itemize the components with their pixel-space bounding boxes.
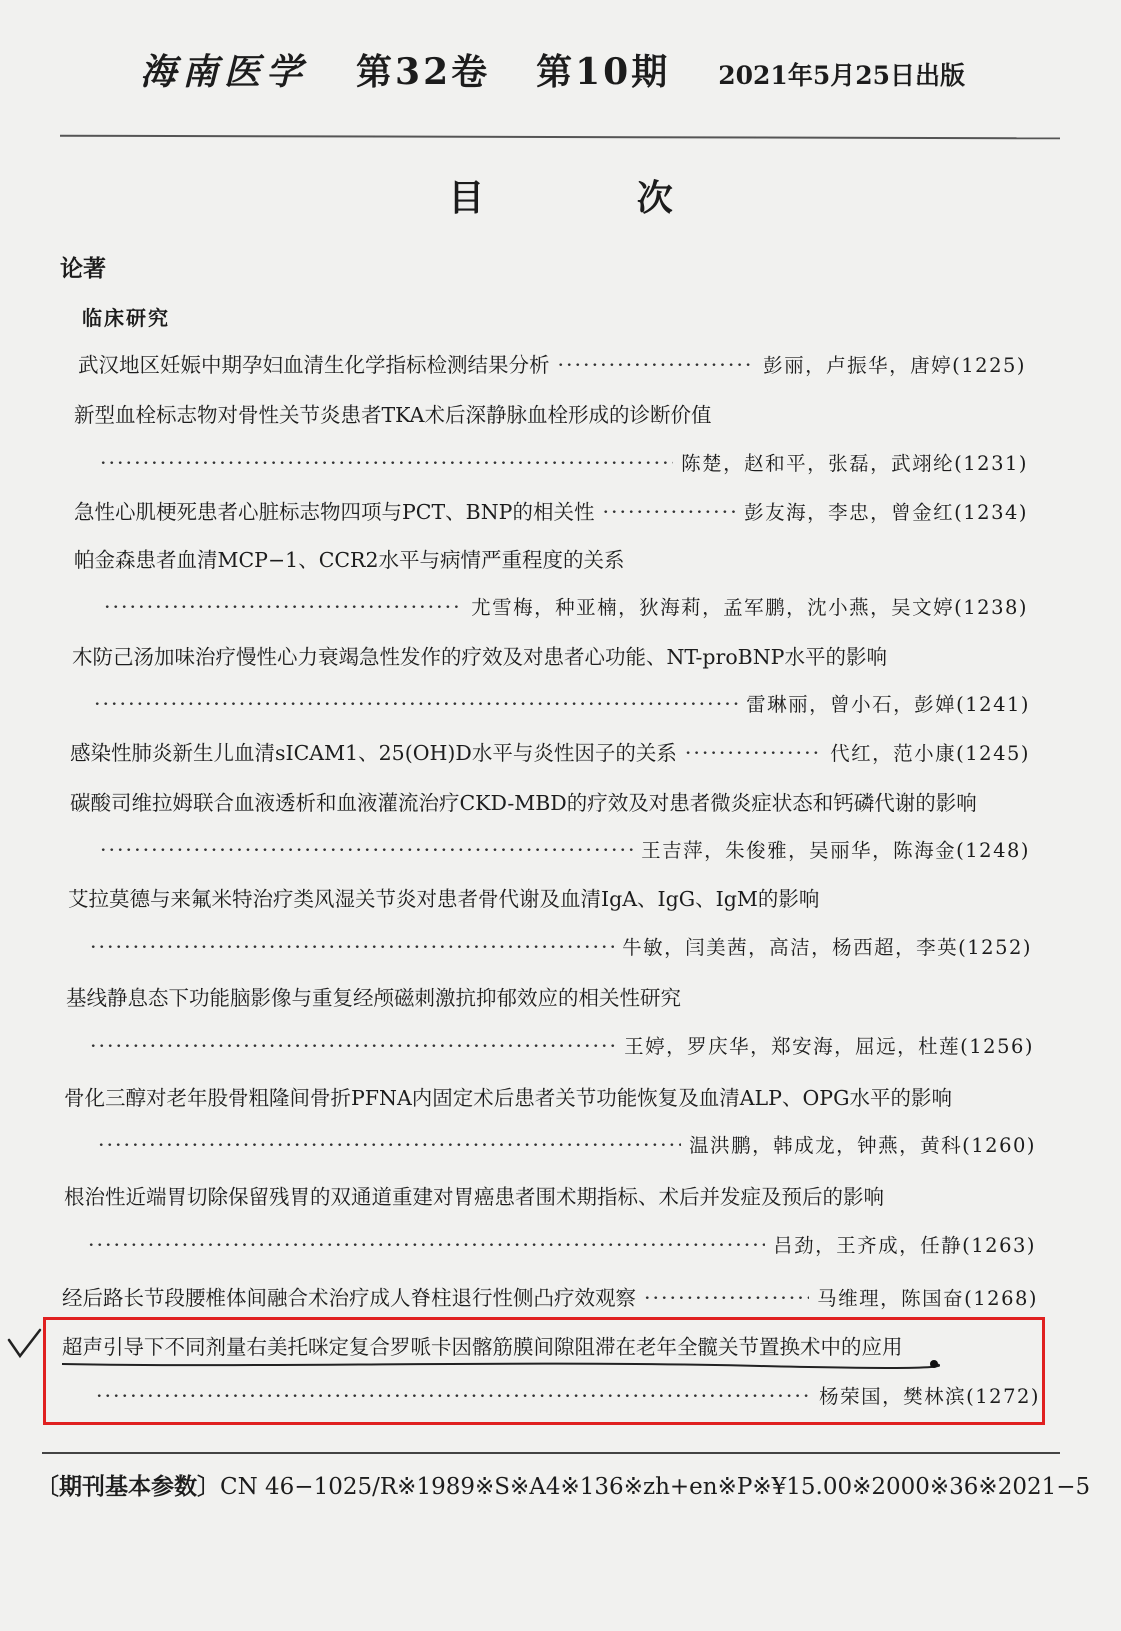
article-title: 武汉地区妊娠中期孕妇血清生化学指标检测结果分析 xyxy=(78,353,550,377)
article-authors: 彭丽，卢振华，唐婷(1225) xyxy=(763,354,1026,377)
toc-entry xyxy=(70,736,1030,766)
toc-entry xyxy=(68,882,819,912)
toc-entry xyxy=(74,398,711,428)
article-authors: 陈楚，赵和平，张磊，武翊纶(1231) xyxy=(681,452,1028,475)
volume-number: 第32卷 xyxy=(356,51,491,93)
leader-dots xyxy=(100,838,633,862)
article-authors: 王吉萍，朱俊雅，吴丽华，陈海金(1248) xyxy=(641,839,1030,862)
article-authors: 彭友海，李忠，曾金红(1234) xyxy=(744,501,1028,524)
leader-dots xyxy=(94,692,738,716)
masthead xyxy=(140,44,1040,104)
toc-entry-continuation xyxy=(94,689,1030,717)
leader-dots xyxy=(90,1034,616,1058)
bottom-divider xyxy=(42,1452,1060,1454)
article-title: 帕金森患者血清MCP−1、CCR2水平与病情严重程度的关系 xyxy=(74,548,625,572)
leader-dots xyxy=(558,353,756,377)
subsection-heading: 临床研究 xyxy=(82,306,170,330)
article-authors: 雷琳丽，曾小石，彭婵(1241) xyxy=(746,693,1030,716)
article-authors: 王婷，罗庆华，郑安海，屈远，杜莲(1256) xyxy=(624,1035,1034,1058)
article-authors: 温洪鹏，韩成龙，钟燕，黄科(1260) xyxy=(689,1134,1036,1157)
publication-date: 2021年5月25日出版 xyxy=(718,61,965,90)
toc-entry-continuation xyxy=(100,448,1028,476)
parameters-value: CN 46−1025/R※1989※S※A4※136※zh+en※P※¥15.00※2000※36※2021−5 xyxy=(220,1474,1091,1500)
toc-entry xyxy=(78,348,1026,378)
article-title: 基线静息态下功能脑影像与重复经颅磁刺激抗抑郁效应的相关性研究 xyxy=(66,986,681,1010)
highlight-box xyxy=(43,1317,1045,1425)
toc-entry-continuation xyxy=(90,1031,1034,1059)
toc-entry xyxy=(64,1180,884,1210)
article-title: 急性心肌梗死患者心脏标志物四项与PCT、BNP的相关性 xyxy=(74,500,595,524)
toc-entry xyxy=(74,495,1028,525)
article-title: 根治性近端胃切除保留残胃的双通道重建对胃癌患者围术期指标、术后并发症及预后的影响 xyxy=(64,1185,884,1209)
issue-number: 第10期 xyxy=(536,51,671,93)
toc-entry xyxy=(72,640,887,670)
check-mark-icon xyxy=(6,1326,42,1362)
article-authors: 尤雪梅，种亚楠，狄海莉，孟军鹏，沈小燕，吴文婷(1238) xyxy=(471,596,1028,619)
article-title: 骨化三醇对老年股骨粗隆间骨折PFNA内固定术后患者关节功能恢复及血清ALP、OPG水平的影响 xyxy=(64,1086,952,1110)
leader-dots xyxy=(100,451,673,475)
article-authors: 杨荣国，樊林滨(1272) xyxy=(819,1385,1040,1408)
leader-dots xyxy=(602,500,736,524)
toc-entry-continuation xyxy=(98,1130,1036,1158)
leader-dots xyxy=(104,595,463,619)
leader-dots xyxy=(90,935,614,959)
toc-entry xyxy=(66,981,681,1011)
leader-dots xyxy=(88,1233,765,1257)
toc-title: 目 次 xyxy=(448,177,743,219)
article-title: 木防己汤加味治疗慢性心力衰竭急性发作的疗效及对患者心功能、NT-proBNP水平的影响 xyxy=(72,645,887,669)
article-title: 碳酸司维拉姆联合血液透析和血液灌流治疗CKD-MBD的疗效及对患者微炎症状态和钙磷代谢的影响 xyxy=(70,791,977,815)
parameters-label: 〔期刊基本参数〕 xyxy=(36,1473,220,1500)
toc-entry-continuation xyxy=(88,1230,1036,1258)
toc-entry xyxy=(64,1081,952,1111)
article-title: 感染性肺炎新生儿血清sICAM1、25(OH)D水平与炎性因子的关系 xyxy=(70,741,677,765)
article-authors: 吕劲，王齐成，任静(1263) xyxy=(773,1234,1036,1257)
article-title: 新型血栓标志物对骨性关节炎患者TKA术后深静脉血栓形成的诊断价值 xyxy=(74,403,712,427)
toc-entry-continuation xyxy=(104,592,1028,620)
article-title: 艾拉莫德与来氟米特治疗类风湿关节炎对患者骨代谢及血清IgA、IgG、IgM的影响 xyxy=(68,887,820,911)
toc-entry-continuation xyxy=(100,835,1030,863)
leader-dots xyxy=(644,1286,809,1310)
article-title: 经后路长节段腰椎体间融合术治疗成人脊柱退行性侧凸疗效观察 xyxy=(62,1286,636,1310)
section-heading: 论著 xyxy=(60,255,106,282)
toc-entry-continuation xyxy=(90,932,1032,960)
article-authors: 代红，范小康(1245) xyxy=(830,742,1030,765)
leader-dots xyxy=(98,1133,681,1157)
article-authors: 马维理，陈国奋(1268) xyxy=(817,1287,1038,1310)
toc-entry xyxy=(62,1281,1038,1311)
leader-dots xyxy=(685,741,822,765)
journal-name: 海南医学 xyxy=(140,51,309,93)
toc-entry xyxy=(74,543,625,573)
article-authors: 牛敏，闫美茜，高洁，杨西超，李英(1252) xyxy=(622,936,1032,959)
top-divider xyxy=(60,135,1060,140)
article-title: 超声引导下不同剂量右美托咪定复合罗哌卡因髂筋膜间隙阻滞在老年全髋关节置换术中的应用 xyxy=(62,1335,903,1359)
journal-parameters xyxy=(36,1468,1090,1501)
toc-entry xyxy=(70,786,977,816)
